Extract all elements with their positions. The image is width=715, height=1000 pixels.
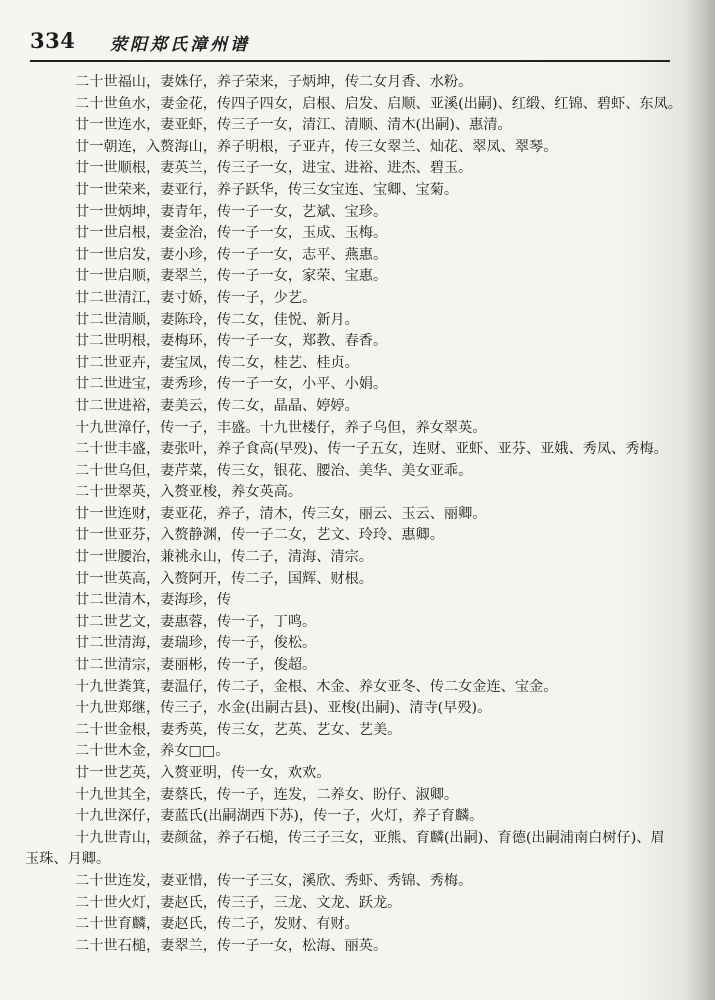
text-line: 十九世深仔，妻蓝氏(出嗣湖西下苏)，传一子，火灯，养子育麟。 <box>75 808 484 825</box>
text-line: 二十世石槌，妻翠兰，传一子一女，松海、丽英。 <box>75 937 388 954</box>
text-line-continuation: 玉珠、月卿。 <box>25 851 111 868</box>
text-line: 二十世金根，妻秀英，传三女，艺英、艺女、艺美。 <box>75 721 402 738</box>
text-line: 廿一世连水，妻亚虾，传三子一女，清江、清顺、清木(出嗣)、惠清。 <box>75 117 512 134</box>
text-line: 二十世连发，妻亚惜，传一子三女，溪欣、秀虾、秀锦、秀梅。 <box>75 872 473 889</box>
page-number: 334 <box>30 28 76 53</box>
text-line: 廿一世连财，妻亚花，养子，清木，传三女，丽云、玉云、丽卿。 <box>75 505 487 522</box>
text-line: 廿二世清江，妻寸娇，传一子，少艺。 <box>75 289 317 306</box>
text-line: 廿二世艺文，妻惠蓉，传一子，丁鸣。 <box>75 613 317 630</box>
text-line: 十九世其全，妻蔡氏，传一子，连发，二养女、盼仔、淑卿。 <box>75 786 459 803</box>
text-line: 廿二世清海，妻瑞珍，传一子，俊松。 <box>75 635 317 652</box>
text-line: 二十世育麟，妻赵氏，传二子，发财、有财。 <box>75 916 359 933</box>
page-header <box>30 20 670 62</box>
text-line: 十九世郑继，传三子，水金(出嗣古县)、亚梭(出嗣)、清寺(早殁)。 <box>75 700 492 717</box>
text-line: 廿一朝连，入赘海山，养子明根，子亚卉，传三女翠兰、灿花、翠凤、翠琴。 <box>75 138 558 155</box>
text-line: 廿一世艺英，入赘亚明，传一女，欢欢。 <box>75 765 331 781</box>
text-line: 廿一世启发，妻小珍，传一子一女，志平、燕惠。 <box>75 246 388 263</box>
text-line: 廿二世清木，妻海珍，传 <box>75 592 232 609</box>
text-line: 廿二世明根，妻梅环，传一子一女，郑教、春香。 <box>75 333 388 350</box>
running-title: 荥阳郑氏漳州谱 <box>110 35 250 55</box>
text-line: 廿二世进裕，妻美云，传二女，晶晶、婷婷。 <box>75 397 359 414</box>
page-edge-shadow <box>687 0 715 1000</box>
text-line: 廿一世启根，妻金治，传一子一女，玉成、玉梅。 <box>75 225 388 242</box>
text-line: 廿一世腰治，兼祧永山，传二子，清海、清宗。 <box>75 549 373 566</box>
text-line: 十九世粪箕，妻温仔，传二子，金根、木金、养女亚冬、传二女金连、宝金。 <box>75 678 558 695</box>
text-line: 二十世乌但，妻芹菜，传三女，银花、腰治、美华、美女亚乖。 <box>75 462 473 479</box>
text-line: 二十世火灯，妻赵氏，传三子，三龙、文龙、跃龙。 <box>75 894 402 911</box>
text-line: 廿二世清宗，妻丽彬，传一子，俊超。 <box>75 657 317 674</box>
text-line: 十九世青山，妻颜盆，养子石槌，传三子三女，亚熊、育麟(出嗣)、育德(出嗣浦南白树仔)、眉 <box>75 829 665 846</box>
text-line: 二十世翠英，入赘亚梭，养女英高。 <box>75 484 303 501</box>
text-line: 廿一世炳坤，妻青年，传一子一女，艺斌、宝珍。 <box>75 203 388 220</box>
text-line: 廿二世进宝，妻秀珍，传一子一女，小平、小娟。 <box>75 376 388 393</box>
genealogy-text <box>20 72 700 957</box>
text-line: 二十世鱼水，妻金花，传四子四女，启根、启发、启顺、亚溪(出嗣)、红缎、红锦、碧虾、东凤。 <box>75 95 682 112</box>
text-line: 二十世福山，妻姝仔，养子荣来，子炳坤，传二女月香、水粉。 <box>75 74 473 90</box>
text-line: 廿一世启顺，妻翠兰，传一子一女，家荣、宝惠。 <box>75 268 388 285</box>
text-line: 二十世木金，养女□□。 <box>75 743 230 760</box>
text-line: 廿一世英高，入赘阿开，传二子，国辉、财根。 <box>75 570 373 587</box>
text-line: 二十世丰盛，妻张叶，养子食高(早殁)、传一子五女，连财、亚虾、亚芬、亚娥、秀凤、秀梅。 <box>75 441 668 458</box>
text-line: 廿一世亚芬，入赘静渊，传一子二女，艺文、玲玲、惠卿。 <box>75 527 444 544</box>
text-line: 廿一世荣来，妻亚行，养子跃华，传三女宝连、宝卿、宝菊。 <box>75 181 459 198</box>
text-line: 十九世漳仔，传一子，丰盛。十九世楼仔，养子乌但，养女翠英。 <box>75 419 487 436</box>
text-line: 廿一世顺根，妻英兰，传三子一女，进宝、进裕、进杰、碧玉。 <box>75 160 473 177</box>
text-line: 廿二世亚卉，妻宝凤，传二女，桂艺、桂贞。 <box>75 354 359 371</box>
text-line: 廿二世清顺，妻陈玲，传二女，佳悦、新月。 <box>75 311 359 328</box>
